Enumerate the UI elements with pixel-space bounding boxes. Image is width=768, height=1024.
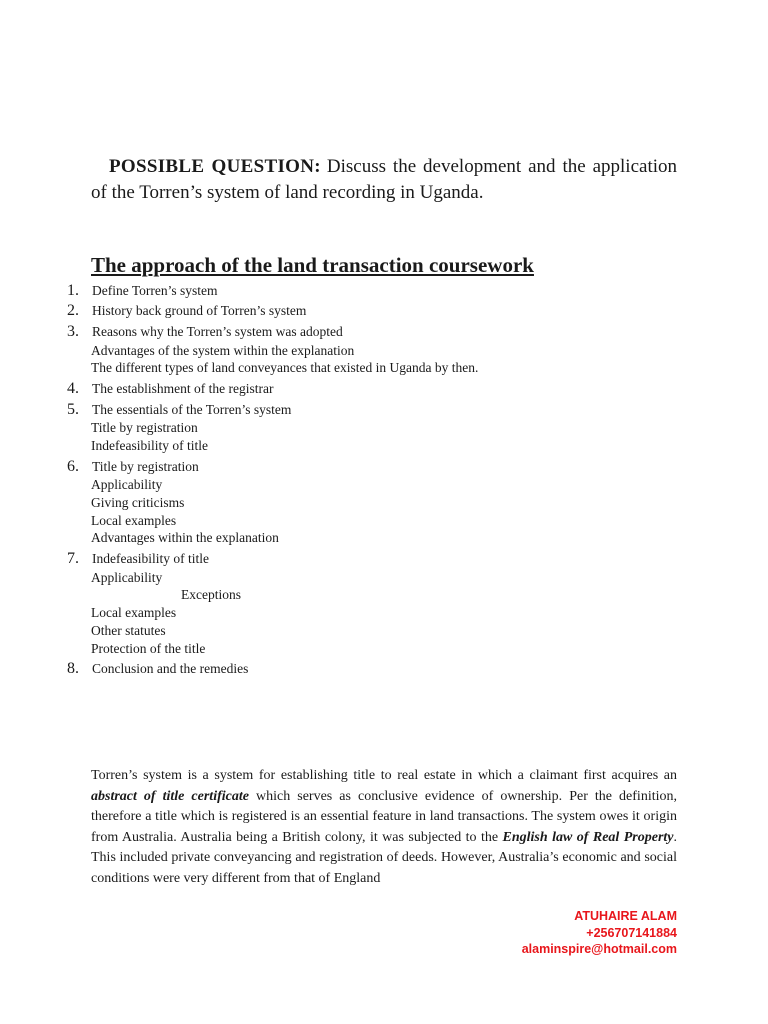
outline-subitem: Other statutes [91, 623, 166, 638]
outline-subitem: Advantages within the explanation [91, 530, 279, 545]
outline-text: History back ground of Torren’s system [92, 303, 307, 318]
outline-subitem: Protection of the title [91, 641, 206, 656]
body-paragraph [91, 766, 677, 890]
author-name: ATUHAIRE ALAM [574, 909, 677, 923]
outline-number: 2. [67, 302, 79, 319]
paragraph-text: which serves as conclusive evidence of ownership. Per the definition, therefore a title which is registered is an essential feature in land transactions. The system owes it origin from Australia. Australia being a British colony, it was subjected to the [91, 788, 677, 845]
outline-subitem: Applicability [91, 570, 163, 585]
author-signature [522, 908, 677, 958]
outline-text: Conclusion and the remedies [92, 661, 249, 676]
outline-text: Reasons why the Torren’s system was adopted [92, 324, 343, 339]
author-email: alaminspire@hotmail.com [521, 942, 677, 956]
question-text: Discuss the development and the application of the Torren’s system of land recording in Uganda. [91, 156, 677, 203]
coursework-heading: The approach of the land transaction coursework [91, 253, 534, 277]
outline-subitem: Indefeasibility of title [91, 438, 208, 453]
outline-text: The essentials of the Torren’s system [92, 402, 292, 417]
outline-text: The establishment of the registrar [92, 381, 274, 396]
outline-subitem: Exceptions [181, 587, 241, 602]
author-phone: +256707141884 [586, 925, 677, 940]
outline-subitem: Applicability [91, 477, 163, 492]
outline-number: 6. [67, 458, 79, 475]
outline-number: 5. [67, 401, 79, 418]
outline-subitem: Advantages of the system within the explanation [91, 343, 355, 358]
outline-text: Define Torren’s system [92, 283, 218, 298]
outline-subitem: Local examples [91, 605, 177, 620]
outline-subitem: The different types of land conveyances that existed in Uganda by then. [91, 360, 479, 375]
question-label: POSSIBLE QUESTION: [109, 156, 321, 177]
outline-number: 8. [67, 660, 79, 677]
outline-subitem: Giving criticisms [91, 495, 185, 510]
possible-question [91, 154, 677, 206]
outline-number: 1. [67, 282, 79, 299]
emphasis-english-law: English law of Real Property [502, 829, 674, 845]
paragraph-text: Torren’s system is a system for establishing title to real estate in which a claimant first acquires an [91, 768, 677, 783]
paragraph-text: . This included private conveyancing and registration of deeds. However, Australia’s economic and social conditions were very different from that of England [91, 829, 677, 886]
outline-text: Indefeasibility of title [92, 551, 209, 566]
outline-subitem: Local examples [91, 513, 177, 528]
outline-number: 7. [67, 550, 79, 567]
outline-subitem: Title by registration [91, 420, 198, 435]
outline-text: Title by registration [92, 459, 199, 474]
outline-number: 4. [67, 380, 79, 397]
outline-number: 3. [67, 323, 79, 340]
emphasis-abstract-of-title: abstract of title certificate [91, 788, 249, 804]
